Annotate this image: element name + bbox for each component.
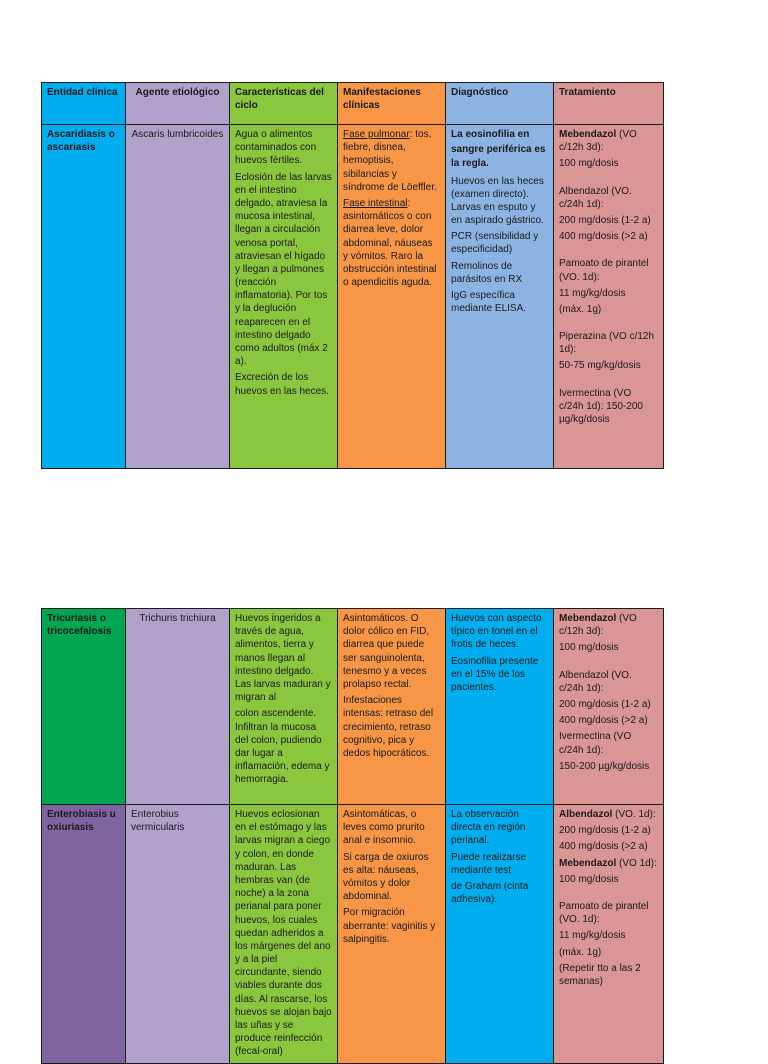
drug-dose: 11 mg/kg/dosis — [559, 930, 626, 942]
row-tricuriasis — [42, 609, 664, 805]
tratamiento-albendazol: Albendazol (VO. c/24h 1d): — [559, 669, 632, 694]
fase-pulmonar-label: Fase pulmonar — [343, 129, 410, 140]
diagnostico-enterobiasis — [446, 805, 554, 1064]
drug-dose: 150-200 µg/kg/dosis — [559, 760, 650, 772]
header-diagnostico: Diagnóstico — [446, 83, 554, 125]
manifestaciones-enterobiasis — [338, 805, 446, 1064]
agente-ascaris: Ascaris lumbricoides — [126, 125, 230, 469]
diagnostico-item: La observación directa en región perianal. — [451, 809, 526, 847]
ciclo-paragraph: Huevos ingeridos a través de agua, alimentos, tierra y manos llegan al intestino delgado. Las larvas maduran y migran al — [235, 613, 331, 704]
diagnostico-ascaridiasis — [446, 125, 554, 469]
manifestaciones-tricuriasis — [338, 609, 446, 805]
drug-name: Albendazol — [559, 809, 613, 820]
entidad-tricuriasis: Tricuriasis o tricocefalosis — [42, 609, 126, 805]
tratamiento-albendazol: Albendazol (VO. c/24h 1d): — [559, 185, 632, 210]
manifestacion-item: Por migración aberrante: vaginitis y salpingitis. — [343, 907, 436, 945]
manifestaciones-ascaridiasis — [338, 125, 446, 469]
drug-dose: 100 mg/dosis — [559, 158, 619, 170]
drug-regimen: (VO. 1d): — [612, 809, 656, 820]
tratamiento-pamoato: Pamoato de pirantel (VO. 1d): — [559, 258, 649, 283]
drug-regimen: (VO 1d): — [616, 857, 657, 869]
fase-intestinal — [343, 197, 440, 289]
fase-intestinal-text: : asintomáticos o con diarrea leve, dolor abdominal, náuseas y vómitos. Raro la obstrucción intestinal o apendicitis aguda. — [343, 197, 437, 289]
fase-intestinal-label: Fase intestinal — [343, 197, 408, 209]
tratamiento-ivermectina: Ivermectina (VO c/24h 1d): 150-200 µg/kg/dosis — [559, 387, 643, 425]
entidad-enterobiasis: Enterobiasis u oxiuriasis — [42, 805, 126, 1064]
tratamiento-pamoato: Pamoato de pirantel (VO. 1d): — [559, 900, 649, 926]
drug-dose: 50-75 mg/kg/dosis — [559, 360, 641, 372]
manifestacion-item: Si carga de oxiuros es alta: náuseas, vómitos y dolor abdominal. — [343, 851, 429, 903]
header-manifestaciones — [338, 83, 446, 125]
row-ascaridiasis — [42, 125, 664, 469]
header-caracteristicas-text: Características del ciclo — [235, 87, 324, 112]
table-ascaridiasis — [41, 82, 664, 469]
ciclo-enterobiasis: Huevos eclosionan en el estómago y las larvas migran a ciego y colon, en donde maduran. Las hembras van (de noche) a la zona perianal para poner huevos, los cuales quedan adheridos a los márgenes del ano y a la piel circundante, siendo viables durante dos días. Al rascarse, los huevos se alojan bajo las uñas y se produce reinfección (fecal-oral) — [230, 805, 338, 1064]
ciclo-paragraph: Agua o alimentos contaminados con huevos fértiles. — [235, 129, 317, 167]
tratamiento-albendazol — [559, 808, 658, 821]
diagnostico-item: Huevos en las heces (examen directo). Larvas en esputo y en aspirado gástrico. — [451, 175, 544, 227]
diagnostico-item: de Graham (cinta adhesiva). — [451, 880, 529, 906]
ciclo-paragraph: Eclosión de las larvas en el intestino delgado, atraviesa la mucosa intestinal, llegan a circulación venosa portal, atraviesan el hígado y llegan a pulmones (reacción inflamatoria). Por tos y la deglución reaparecen en el intestino delgado como adultos (máx 2 a). — [235, 171, 332, 368]
tratamiento-mebendazol — [559, 857, 658, 870]
diagnostico-item: IgG específica mediante ELISA. — [451, 290, 527, 315]
tratamiento-tricuriasis — [554, 609, 664, 805]
drug-dose: 200 mg/dosis (1-2 a) — [559, 214, 651, 226]
tratamiento-enterobiasis — [554, 805, 664, 1064]
drug-dose: 400 mg/dosis (>2 a) — [559, 841, 648, 853]
drug-dose: 100 mg/dosis — [559, 642, 619, 654]
drug-name: Mebendazol — [559, 857, 617, 869]
header-row — [42, 83, 664, 125]
entidad-ascaridiasis: Ascaridiasis o ascariasis — [42, 125, 126, 469]
header-agente: Agente etiológico — [126, 83, 230, 125]
tratamiento-mebendazol — [559, 128, 658, 154]
table-tricuriasis-enterobiasis — [41, 608, 664, 1064]
fase-pulmonar — [343, 128, 440, 194]
tratamiento-ivermectina: Ivermectina (VO c/24h 1d): — [559, 731, 632, 756]
drug-regimen: (VO c/12h 3d): — [559, 613, 637, 638]
tratamiento-mebendazol — [559, 612, 658, 638]
drug-dose: 400 mg/dosis (>2 a) — [559, 231, 648, 243]
drug-dose: (máx. 1g) — [559, 946, 602, 958]
ciclo-ascaridiasis — [230, 125, 338, 469]
ciclo-paragraph: Excreción de los huevos en las heces. — [235, 372, 329, 397]
drug-name: Mebendazol — [559, 129, 617, 140]
manifestacion-item: Asintomáticas, o leves como prurito anal e insomnio. — [343, 809, 425, 847]
drug-regimen: (VO c/12h 3d): — [559, 129, 637, 154]
drug-dose: 200 mg/dosis (1-2 a) — [559, 698, 651, 710]
diagnostico-item: Remolinos de parásitos en RX — [451, 260, 523, 285]
drug-dose: (máx. 1g) — [559, 303, 602, 315]
drug-name: Mebendazol — [559, 613, 617, 624]
drug-dose: 200 mg/dosis (1-2 a) — [559, 825, 651, 837]
diagnostico-item: Huevos con aspecto típico en tonel en el frotis de heces. — [451, 613, 542, 651]
agente-enterobius: Enterobius vermicularis — [126, 805, 230, 1064]
agente-trichuris: Trichuris trichiura — [126, 609, 230, 805]
manifestacion-item: Asintomáticos. O dolor cólico en FID, diarrea que puede ser sanguinolenta, tenesmo y a veces prolapso rectal. — [343, 613, 430, 690]
ciclo-paragraph: colon ascendente. Infiltran la mucosa del colon, pudiendo dar lugar a inflamación, edema y hemorragia. — [235, 708, 330, 786]
ciclo-tricuriasis — [230, 609, 338, 805]
header-caracteristicas — [230, 83, 338, 125]
diagnostico-tricuriasis — [446, 609, 554, 805]
fase-pulmonar-text: : tos, fiebre, disnea, hemoptisis, sibilancias y síndrome de Löeffler. — [343, 129, 437, 193]
header-manifestaciones-text: Manifestaciones clínicas — [343, 87, 421, 112]
tratamiento-repetir: (Repetir tto a las 2 semanas) — [559, 962, 641, 987]
diagnostico-eosinofilia: La eosinofilia en sangre periférica es la regla. — [451, 129, 546, 169]
tratamiento-ascaridiasis — [554, 125, 664, 469]
tratamiento-piperazina: Piperazina (VO c/12h 1d): — [559, 331, 655, 356]
drug-dose: 400 mg/dosis (>2 a) — [559, 715, 648, 727]
header-entidad: Entidad clínica — [42, 83, 126, 125]
diagnostico-item: Puede realizarse mediante test — [451, 851, 527, 876]
diagnostico-item: Eosinofilia presente en el 15% de los pacientes. — [451, 655, 539, 693]
manifestacion-item: Infestaciones intensas: retraso del crecimiento, retraso cognitivo, pica y dedos hipocráticos. — [343, 695, 434, 759]
drug-dose: 11 mg/kg/dosis — [559, 287, 626, 299]
header-tratamiento: Tratamiento — [554, 83, 664, 125]
diagnostico-item: PCR (sensibilidad y especificidad) — [451, 231, 539, 256]
drug-dose: 100 mg/dosis — [559, 873, 619, 885]
row-enterobiasis — [42, 805, 664, 1064]
